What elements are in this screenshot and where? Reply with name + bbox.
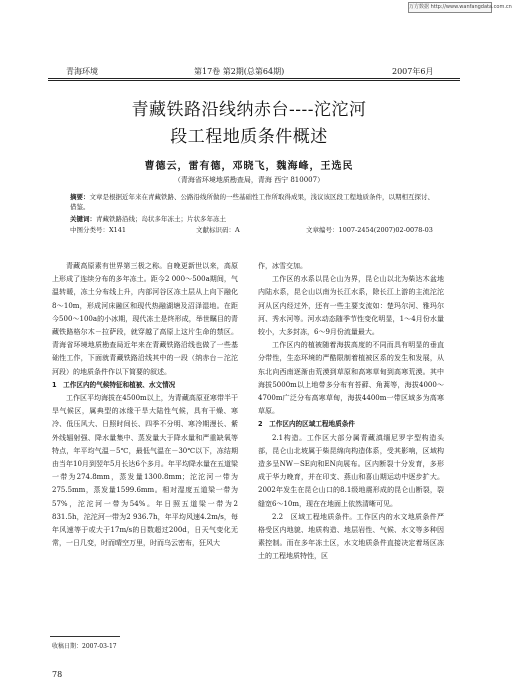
received-date: 收稿日期：2007-03-17 xyxy=(52,643,117,650)
title-line-2: 段工程地质条件概述 xyxy=(170,127,328,147)
abstract-label: 摘要： xyxy=(70,193,90,201)
footnote-rule xyxy=(50,636,120,637)
header-issue: 第17卷 第2期(总第64期) xyxy=(194,67,285,76)
page-number: 78 xyxy=(52,670,63,679)
paragraph: 工作区的水系以昆仑山为界，昆仑山以北为柴达木盆地内陆水系，昆仑山以南为长江水系，除长江上游的主流沱沱河从区内经过外，还有一些主要支流如：楚玛尔河、雅玛尔河、秀水河等。河水动态随季节性变化明显，1～4月份水量较小，大多封冻，6～9月份流量最大。 xyxy=(258,275,444,337)
header-rule xyxy=(48,78,460,79)
keywords-label: 关键词： xyxy=(70,215,96,223)
clc-number: 中图分类号：X141 xyxy=(70,226,127,234)
section-heading: 1 工作区内的气候特征和植被、水文情况 xyxy=(52,380,176,389)
abstract-text: 文章是根据近年来在青藏铁路、公路沿线所做的一些基础性工作所取得成果，浅议该区段工程地质条件，以期相互探讨、借鉴。 xyxy=(70,193,434,211)
article-number: 文章编号：1007-2454(2007)02-0078-03 xyxy=(306,226,433,234)
section-heading: 2 工作区内的区域工程地质条件 xyxy=(258,420,355,429)
keywords-text: 青藏铁路沿线；岛状多年冻土；片状多年冻土 xyxy=(96,215,226,223)
paragraph: 工作区内的植被随着海拔高度的不同而具有明显的垂直分带性，生态环境的严酷限制着植被区系的发生和发展，从东北向西南逐渐由荒漠到草原和高寒草甸到高寒荒漠。其中海拔5000m以上地带多分布有苔藓、角蒿等，海拔4000～4700m广泛分布高寒草甸，海拔4400m一带区域多为高寒草原。 xyxy=(258,341,444,416)
affiliation: （青海省环境地质勘查局，青海 西宁 810007） xyxy=(173,176,325,184)
right-column xyxy=(258,260,444,564)
paragraph: 作，冰雪交加。 xyxy=(258,262,307,270)
header-date: 2007年6月 xyxy=(392,67,434,76)
paragraph: 2.2 区域工程地质条件。工作区内的水文地质条件严格受区内地貌、地质构造、地层岩性、气候、水文等多种因素控制。而在多年冻土区，水文地质条件直接决定着场区冻土的工程地质特性，区 xyxy=(258,512,444,561)
authors: 曹德云，雷有德，邓晓飞，魏海峰，王选民 xyxy=(144,161,354,172)
left-column xyxy=(52,260,238,550)
paragraph: 2.1构造。工作区大部分属青藏滇缅尼罗字型构造头部，昆仑山北坡属于柴昆绵向构造体系，受其影响，区域构造多呈NW－SE向和EN向展布。区内断裂十分发育，多形成于华力晚育，并在印支、燕山和喜山期运动中逐步扩大。2002年发生在昆仑山口的8.1级地震形成的昆仑山断裂，裂缝宽6～10m，现在在地面上依然清晰可见。 xyxy=(258,433,444,508)
abstract xyxy=(70,192,440,212)
keywords xyxy=(70,214,440,224)
paragraph: 青藏高原素有世界第三极之称。自晚更新世以来，高原上形成了连续分布的多年冻土。距今2 000～500a期间，气温转暖，冻土分布线上升，内部河谷区冻土层从上向下融化8～10m，形成河床融区和现代热融湖塘及沼泽湿地。在距今500～100a的小冰期，现代冻土是终形成，举世瞩目的青藏铁路格尔木－拉萨段，就穿越了高原上这片生命的禁区。青海省环境地质勘查局近年来在青藏铁路沿线也做了一些基础性工作，下面就青藏铁路沿线其中的一段（纳赤台－沱沱河段）的地质条件作以下简要的叙述。 xyxy=(52,262,238,376)
title-line-1: 青藏铁路沿线纳赤台----沱沱河 xyxy=(131,100,367,120)
header-rule-thin xyxy=(48,80,460,81)
watermark-stamp: 万方数据 http://www.wanfangdata.com.cn xyxy=(408,2,492,13)
header-journal: 青海环境 xyxy=(66,67,98,76)
paragraph: 工作区平均海拔在4500m以上，为青藏高原亚寒带半干旱气候区，属典型的冰缘干旱大陆性气候，具有干燥、寒冷、低压风大、日照时间长、四季不分明、寒冷期漫长、紫外线辐射强、降水量集中、蒸发量大于降水量和严重缺氧等特点，年平均气温－5℃，最低气温在－30℃以下，冻结期由当年10月到翌年5月长达6个多月。年平均降水量在五道梁一带为274.8mm，蒸发量1300.8mm；沱沱河一带为275.5mm，蒸发量1599.6mm。相对湿度五道梁一带为57%，沱沱河一带为54%。年日照五道梁一带为2 831.5h，沱沱河一带为2 936.7h，年平均风速4.2m/s，每年风速等于或大于17m/s的日数超过200d，日天气变化无常，一日几变，时而晴空万里，时而乌云密布，狂风大 xyxy=(52,394,238,548)
document-code: 文献标识码：A xyxy=(196,226,240,234)
